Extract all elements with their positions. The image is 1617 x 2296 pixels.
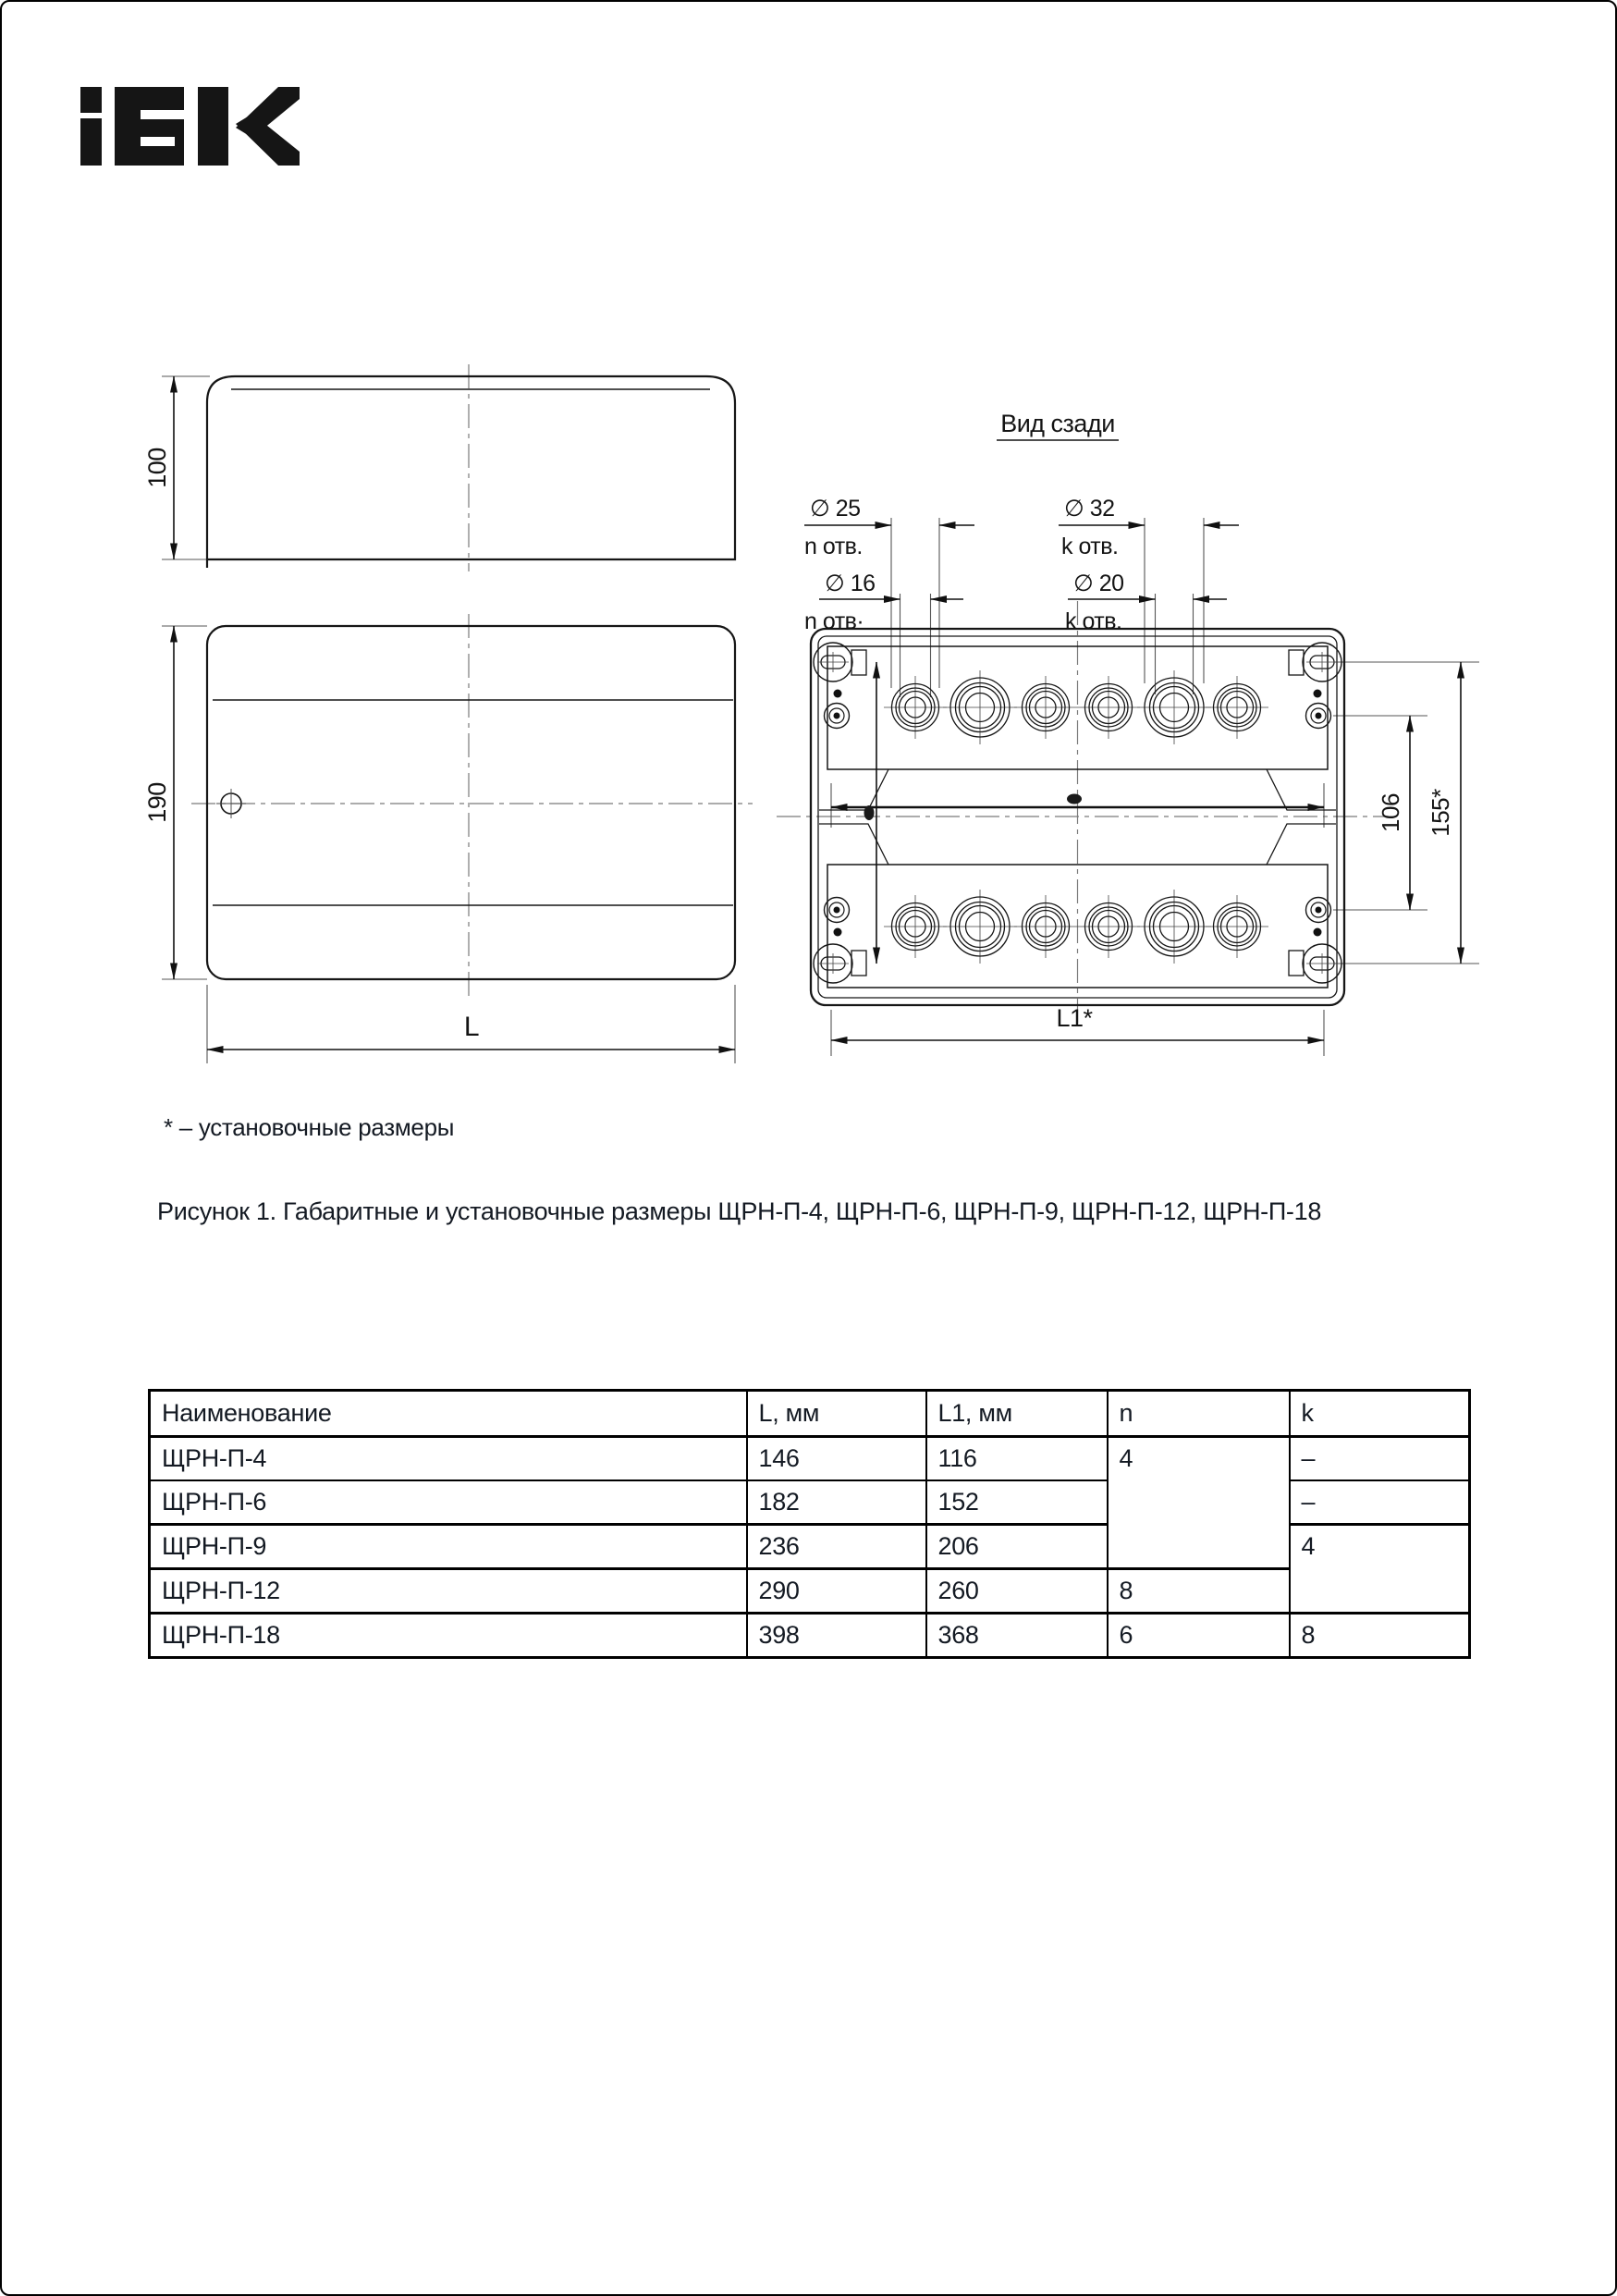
knockout-hole [884, 676, 947, 739]
knockout-hole [884, 895, 947, 958]
cell-k: 8 [1290, 1614, 1470, 1658]
cell-l1: 206 [926, 1525, 1108, 1569]
figure-1-drawing [2, 2, 1617, 1213]
table-header-row [150, 1391, 1470, 1437]
callout-d32-dia: ∅ 32 [1064, 496, 1115, 522]
footnote: * – установочные размеры [164, 1113, 455, 1141]
callout-d16-dia: ∅ 16 [825, 571, 876, 596]
knockout-hole [1137, 890, 1211, 964]
knockout-hole [1077, 676, 1140, 739]
col-header-n: n [1108, 1391, 1290, 1437]
knockout-hole [943, 670, 1017, 744]
table-row [150, 1614, 1470, 1658]
dim-106-label: 106 [1377, 793, 1404, 832]
front-view-drawing [207, 626, 735, 979]
mounting-slot [814, 643, 866, 729]
cell-name: ЩРН-П-9 [150, 1525, 747, 1569]
cell-n-merged: 4 [1108, 1437, 1290, 1569]
col-header-l1: L1, мм [926, 1391, 1108, 1437]
cell-n: 8 [1108, 1569, 1290, 1614]
col-header-k: k [1290, 1391, 1470, 1437]
callout-d32-count: k отв. [1061, 534, 1119, 559]
cell-name: ЩРН-П-4 [150, 1437, 747, 1481]
dimensions-table-wrapper [148, 1389, 1471, 1659]
cell-l1: 260 [926, 1569, 1108, 1614]
callout-d20-count: k отв. [1065, 608, 1122, 634]
knockout-hole [1014, 895, 1077, 958]
dim-L-label: L [463, 1012, 480, 1042]
table-row [150, 1569, 1470, 1614]
callout-d25-count: n отв. [804, 534, 863, 559]
extension-lines [162, 376, 1479, 1063]
callout-d16-count: n отв· [804, 608, 864, 634]
cell-k: – [1290, 1437, 1470, 1481]
cell-l: 236 [747, 1525, 926, 1569]
dim-L1-label: L1* [1056, 1004, 1093, 1032]
callout-d20-dia: ∅ 20 [1073, 571, 1124, 596]
cell-l1: 116 [926, 1437, 1108, 1481]
dim-190-label: 190 [143, 782, 171, 823]
knockout-hole [1014, 676, 1077, 739]
illegible-inner-dim-mark [864, 805, 875, 820]
cell-l: 182 [747, 1480, 926, 1525]
dim-100-label: 100 [143, 448, 171, 488]
cell-l: 146 [747, 1437, 926, 1481]
illegible-inner-dim-mark [1067, 794, 1082, 804]
dimension-lines [174, 376, 1461, 1050]
knockout-hole [1206, 676, 1268, 739]
knockout-hole [1137, 670, 1211, 744]
cell-k-merged: 4 [1290, 1525, 1470, 1614]
cell-l1: 152 [926, 1480, 1108, 1525]
rear-view-title: Вид сзади [1000, 410, 1115, 437]
cell-name: ЩРН-П-18 [162, 1621, 280, 1649]
cell-l: 398 [747, 1614, 926, 1658]
col-header-name: Наименование [150, 1391, 747, 1437]
callout-d25-dia: ∅ 25 [810, 496, 861, 522]
cell-name: ЩРН-П-12 [150, 1569, 747, 1614]
cell-l: 290 [747, 1569, 926, 1614]
mounting-slot [814, 898, 866, 984]
dimensions-table [148, 1389, 1471, 1659]
knockout-hole [943, 890, 1017, 964]
knockout-hole [1077, 895, 1140, 958]
dim-155-label: 155* [1427, 789, 1454, 837]
side-view-drawing [207, 376, 735, 568]
knockout-holes-bottom-row [884, 890, 1268, 964]
centerlines [191, 364, 1389, 1026]
table-row [150, 1437, 1470, 1481]
col-header-l: L, мм [747, 1391, 926, 1437]
knockout-hole [1206, 895, 1268, 958]
cell-k: – [1290, 1480, 1470, 1525]
knockout-holes-top-row [884, 670, 1268, 744]
cell-n: 6 [1108, 1614, 1290, 1658]
cell-name: ЩРН-П-6 [150, 1480, 747, 1525]
cell-l1: 368 [926, 1614, 1108, 1658]
figure-caption: Рисунок 1. Габаритные и установочные размеры ЩРН-П-4, ЩРН-П-6, ЩРН-П-9, ЩРН-П-12, ЩРН-П-18 [157, 1197, 1322, 1225]
